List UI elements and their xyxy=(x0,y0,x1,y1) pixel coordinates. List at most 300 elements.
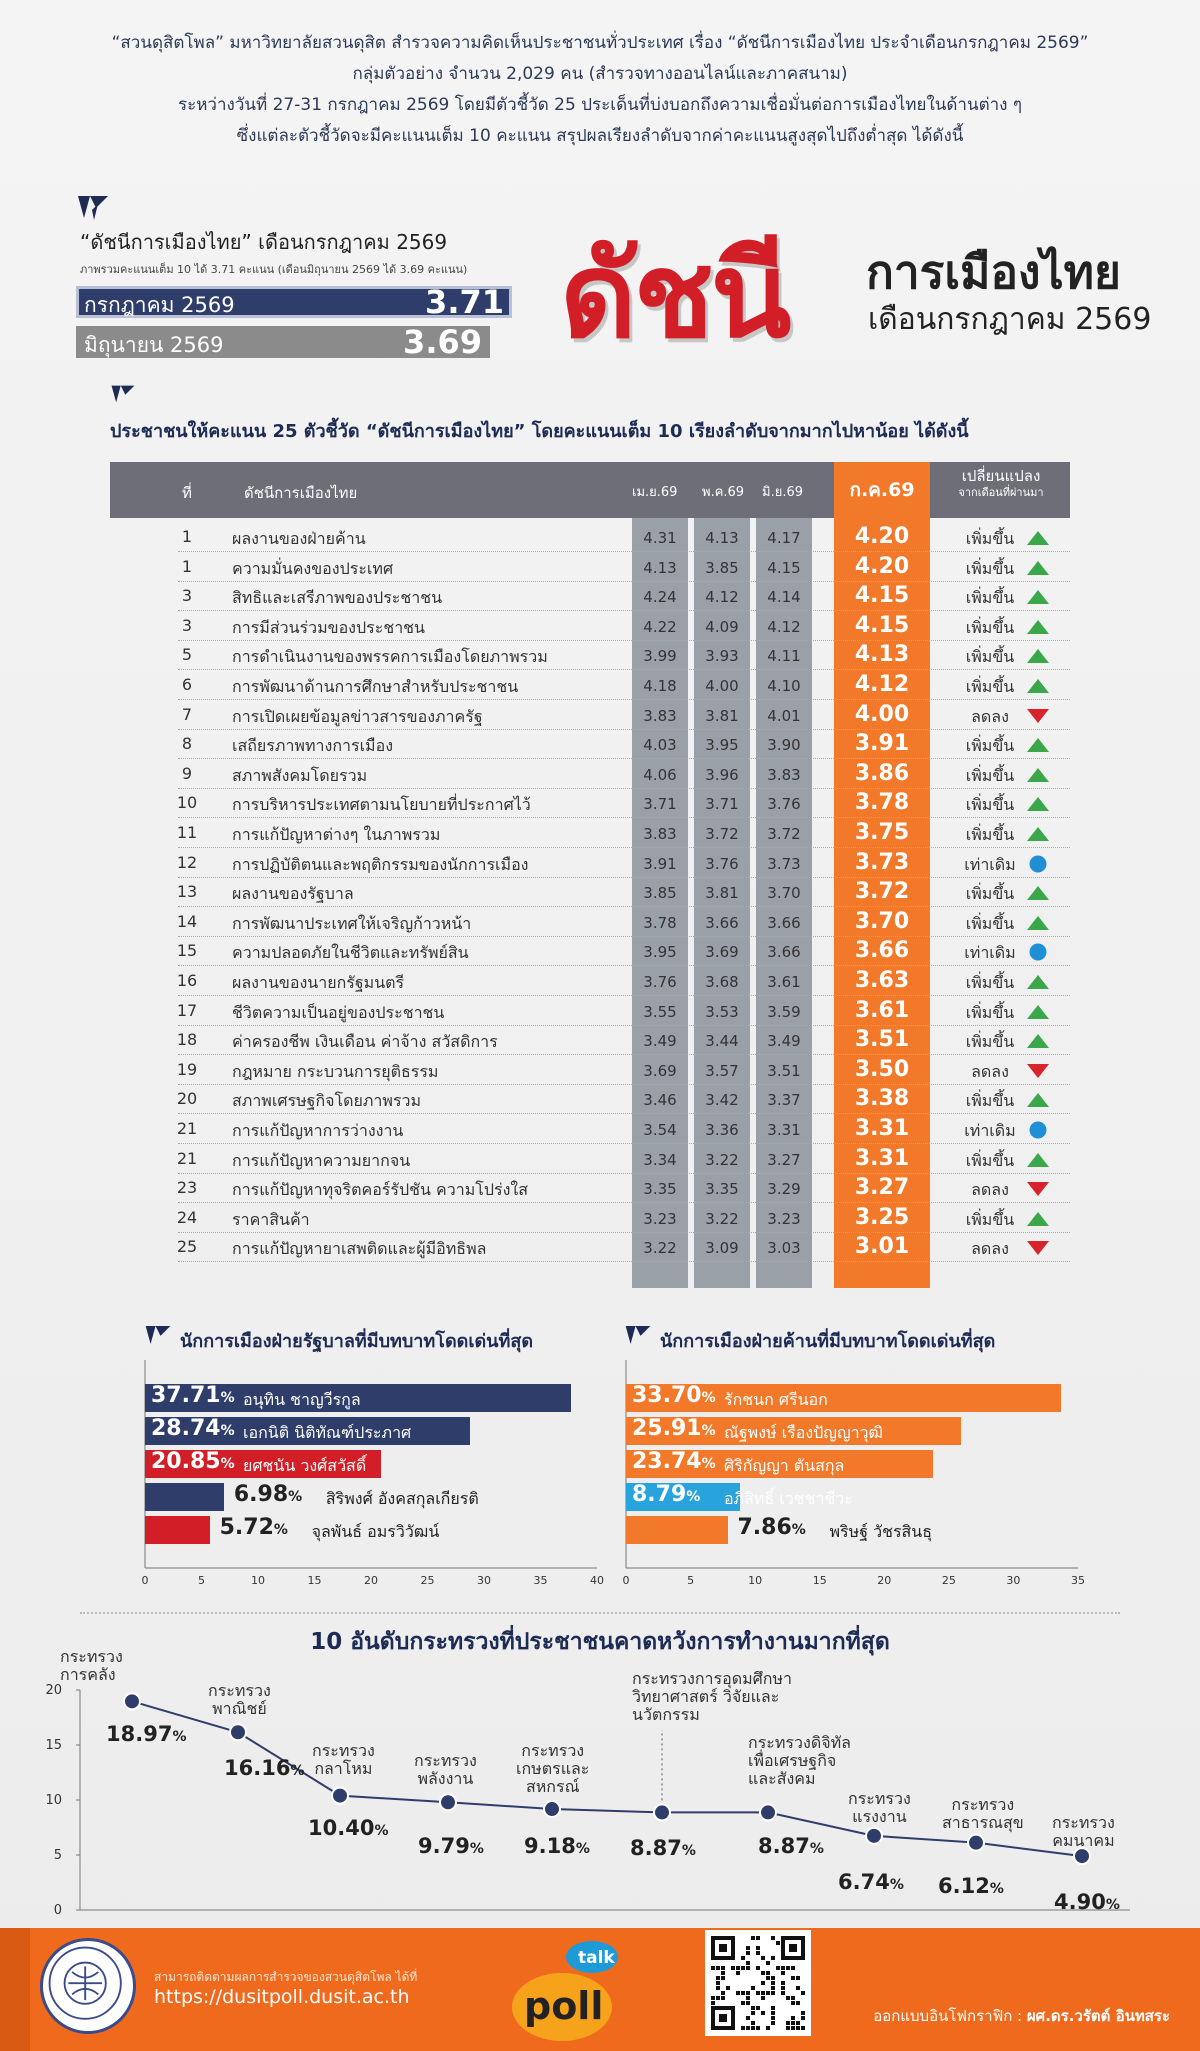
row-may-value: 4.13 xyxy=(705,529,739,547)
ministry-label-line: กลาโหม xyxy=(314,1759,373,1778)
row-jun-value: 3.27 xyxy=(767,1150,801,1169)
row-jul-value: 4.13 xyxy=(854,642,910,668)
row-rank: 12 xyxy=(176,852,198,872)
ministry-value-unit: % xyxy=(681,1843,696,1859)
ministry-value-number: 6.12 xyxy=(938,1874,990,1898)
row-jun-value: 3.83 xyxy=(767,765,801,784)
bar-axis-tick: 5 xyxy=(198,1574,205,1587)
bar-value-number: 7.86 xyxy=(737,1515,792,1540)
row-change-label: เท่าเดิม xyxy=(964,1121,1016,1140)
ministry-value-unit: % xyxy=(469,1841,484,1857)
bar-axis-tick: 0 xyxy=(141,1574,149,1587)
row-apr-value: 3.49 xyxy=(643,1032,677,1051)
bar-axis-tick: 20 xyxy=(364,1574,378,1587)
ministry-label-line: กระทรวงดิจิทัล xyxy=(748,1733,851,1752)
row-apr-value: 4.22 xyxy=(643,617,677,636)
ministry-label xyxy=(516,1742,589,1796)
ministry-label-line: กระทรวง xyxy=(521,1741,585,1760)
row-jul-value: 4.20 xyxy=(854,553,910,579)
table-row xyxy=(110,1173,1070,1203)
ministry-value-unit: % xyxy=(889,1877,904,1893)
talk-poll-logo-icon xyxy=(508,1935,618,2045)
gov-section-mark-icon xyxy=(144,1322,172,1348)
line-point xyxy=(866,1828,882,1844)
ministry-label-line: แรงงาน xyxy=(852,1807,907,1826)
row-apr-value: 3.55 xyxy=(643,1002,677,1021)
row-rank: 19 xyxy=(176,1059,198,1079)
row-may-value: 4.09 xyxy=(705,617,739,636)
line-chart-title: 10 อันดับกระทรวงที่ประชาชนคาดหวังการทำงานมากที่สุด xyxy=(310,1629,890,1655)
unchanged-dot-icon xyxy=(1026,854,1050,874)
row-indicator-name: สภาพเศรษฐกิจโดยภาพรวม xyxy=(232,1091,422,1111)
header-may: พ.ค.69 xyxy=(702,485,745,500)
row-indicator-name: การแก้ปัญหาความยากจน xyxy=(232,1150,411,1170)
table-row xyxy=(110,552,1070,582)
ministry-value-label xyxy=(758,1834,824,1858)
row-jun-value: 4.15 xyxy=(767,558,801,577)
logo-poll-text: poll xyxy=(524,1984,604,2028)
ministry-label xyxy=(942,1796,1024,1832)
overall-index-box xyxy=(76,226,516,361)
arrow-up-icon xyxy=(1026,1090,1050,1110)
row-rank: 21 xyxy=(176,1148,198,1168)
bar xyxy=(145,1483,224,1511)
row-change-label: เพิ่มขึ้น xyxy=(965,973,1015,992)
table-row xyxy=(110,611,1070,641)
current-month-label: กรกฎาคม 2569 xyxy=(84,293,235,317)
row-rank: 17 xyxy=(176,1000,198,1020)
row-jul-value: 3.27 xyxy=(854,1175,910,1201)
row-apr-value: 3.35 xyxy=(643,1180,677,1199)
header-jul: ก.ค.69 xyxy=(834,462,930,518)
line-point xyxy=(544,1801,560,1817)
row-jun-value: 3.29 xyxy=(767,1180,801,1199)
row-jul-value: 4.12 xyxy=(854,672,910,697)
line-tick-label: 0 xyxy=(53,1903,62,1918)
row-rank: 9 xyxy=(181,763,193,783)
bar-value-unit: % xyxy=(220,1456,235,1472)
bar-axis-tick: 5 xyxy=(687,1574,695,1587)
row-indicator-name: ค่าครองชีพ เงินเดือน ค่าจ้าง สวัสดิการ xyxy=(232,1032,498,1052)
previous-month-label: มิถุนายน 2569 xyxy=(84,333,224,357)
row-indicator-name: ราคาสินค้า xyxy=(232,1209,310,1229)
arrow-down-icon xyxy=(1026,1061,1050,1081)
row-change-label: เพิ่มขึ้น xyxy=(965,1002,1015,1022)
bar-axis-tick: 20 xyxy=(877,1574,892,1587)
bar-category-label: พริษฐ์ วัชรสินธุ xyxy=(829,1522,933,1541)
row-jun-value: 3.51 xyxy=(767,1061,801,1080)
bar-axis-tick: 10 xyxy=(251,1574,265,1587)
ministry-label-line: วิทยาศาสตร์ วิจัยและ xyxy=(632,1687,780,1706)
table-row xyxy=(110,522,1070,552)
row-apr-value: 4.06 xyxy=(643,765,677,784)
bar-value-number: 20.85 xyxy=(151,1449,221,1474)
row-rank: 5 xyxy=(181,645,193,665)
row-jul-value: 3.66 xyxy=(854,938,910,964)
row-jun-value: 3.73 xyxy=(767,854,801,873)
bar-value-number: 23.74 xyxy=(632,1449,702,1474)
header-line-2: กลุ่มตัวอย่าง จำนวน 2,029 คน (สำรวจทางออนไลน์และภาคสนาม) xyxy=(352,64,848,84)
bar-axis-tick: 10 xyxy=(748,1574,763,1587)
row-apr-value: 3.83 xyxy=(643,825,677,843)
row-indicator-name: การแก้ปัญหาทุจริตคอร์รัปชัน ความโปร่งใส xyxy=(232,1180,528,1200)
row-apr-value: 4.18 xyxy=(643,677,677,695)
arrow-up-icon xyxy=(1026,676,1050,696)
ministry-label-line: และสังคม xyxy=(748,1769,816,1788)
ministry-value-number: 18.97 xyxy=(106,1722,173,1746)
line-point xyxy=(124,1693,140,1709)
ministry-label xyxy=(60,1648,123,1684)
bar-value-label xyxy=(738,1515,806,1540)
qr-code-icon[interactable] xyxy=(705,1930,811,2036)
ministry-label-line: พลังงาน xyxy=(417,1769,474,1788)
ministry-label xyxy=(848,1790,911,1826)
row-apr-value: 3.23 xyxy=(643,1209,677,1228)
row-jul-value: 3.50 xyxy=(854,1056,910,1082)
row-rank: 25 xyxy=(176,1237,198,1257)
university-seal-icon xyxy=(40,1938,136,2034)
arrow-up-icon xyxy=(1026,1031,1050,1051)
ministry-value-number: 8.87 xyxy=(630,1836,682,1860)
bar-value-unit: % xyxy=(701,1456,716,1472)
table-row xyxy=(110,907,1070,937)
ministry-value-unit: % xyxy=(989,1881,1004,1897)
row-indicator-name: การแก้ปัญหาการว่างงาน xyxy=(232,1121,404,1140)
header-change-label: เปลี่ยนแปลง xyxy=(961,467,1041,485)
ministry-line-chart xyxy=(0,1660,1200,1930)
row-apr-value: 3.91 xyxy=(643,854,677,873)
bar-value-label xyxy=(220,1515,288,1540)
row-rank: 13 xyxy=(176,882,198,902)
ministry-label-line: กระทรวง xyxy=(1052,1813,1115,1832)
bar-value-number: 25.91 xyxy=(632,1416,702,1441)
bar-value-label xyxy=(632,1482,700,1507)
row-change-label: เพิ่มขึ้น xyxy=(965,1032,1015,1052)
row-jul-value: 3.86 xyxy=(854,760,910,786)
line-point xyxy=(230,1724,246,1740)
row-may-value: 4.00 xyxy=(705,677,739,695)
row-rank: 18 xyxy=(176,1030,198,1050)
bar-value-label xyxy=(151,1449,235,1474)
row-apr-value: 3.71 xyxy=(643,795,677,814)
arrow-up-icon xyxy=(1026,794,1050,814)
ministry-value-unit: % xyxy=(575,1841,590,1857)
table-row xyxy=(110,818,1070,848)
row-change-label: เพิ่มขึ้น xyxy=(965,736,1015,756)
row-apr-value: 3.85 xyxy=(643,884,677,903)
row-indicator-name: เสถียรภาพทางการเมือง xyxy=(232,736,394,756)
row-jul-value: 3.73 xyxy=(854,849,910,875)
ministry-label-line: เพื่อเศรษฐกิจ xyxy=(748,1751,837,1770)
row-indicator-name: ความมั่นคงของประเทศ xyxy=(232,558,394,578)
row-rank: 11 xyxy=(176,823,198,842)
table-row xyxy=(110,966,1070,996)
ministry-value-number: 16.16 xyxy=(224,1756,291,1780)
row-rank: 14 xyxy=(176,911,198,931)
bar-category-label: จุลพันธ์ อมรวิวัฒน์ xyxy=(311,1522,440,1541)
line-tick-label: 20 xyxy=(45,1683,62,1698)
bar-axis-tick: 25 xyxy=(941,1574,956,1587)
bar-axis-tick: 30 xyxy=(1006,1574,1021,1587)
arrow-up-icon xyxy=(1026,1002,1050,1022)
ministry-value-number: 8.87 xyxy=(758,1834,810,1858)
row-indicator-name: ความปลอดภัยในชีวิตและทรัพย์สิน xyxy=(232,943,469,963)
bar-value-label xyxy=(151,1416,235,1441)
arrow-up-icon xyxy=(1026,587,1050,607)
ministry-value-number: 4.90 xyxy=(1054,1890,1106,1914)
line-point xyxy=(1074,1848,1090,1864)
bar-axis-tick: 25 xyxy=(420,1574,435,1587)
row-change-label: ลดลง xyxy=(971,1239,1009,1259)
table-row xyxy=(110,640,1070,670)
ministry-value-number: 9.79 xyxy=(418,1834,470,1858)
arrow-up-icon xyxy=(1026,765,1050,785)
opp-panel-title: นักการเมืองฝ่ายค้านที่มีบทบาทโดดเด่นที่สุด xyxy=(660,1331,996,1352)
row-change-label: เพิ่มขึ้น xyxy=(965,617,1015,637)
row-jul-value: 3.25 xyxy=(854,1204,910,1230)
ministry-value-unit: % xyxy=(374,1823,389,1839)
previous-month-bar xyxy=(76,323,490,361)
row-change-label: เพิ่มขึ้น xyxy=(965,1150,1015,1170)
row-change-label: เพิ่มขึ้น xyxy=(965,825,1015,844)
bar-value-label xyxy=(632,1383,716,1408)
row-may-value: 3.57 xyxy=(705,1061,739,1080)
ministry-label-line: คมนาคม xyxy=(1052,1831,1115,1850)
row-jul-value: 3.61 xyxy=(854,997,910,1023)
row-may-value: 3.76 xyxy=(705,854,739,873)
row-may-value: 3.09 xyxy=(705,1239,739,1258)
row-rank: 20 xyxy=(176,1089,198,1109)
ministry-value-unit: % xyxy=(290,1763,305,1779)
row-change-label: เพิ่มขึ้น xyxy=(965,588,1015,608)
table-row xyxy=(110,1232,1070,1262)
row-rank: 8 xyxy=(181,734,193,754)
bar-value-unit: % xyxy=(701,1390,716,1406)
row-indicator-name: การมีส่วนร่วมของประชาชน xyxy=(232,617,425,637)
row-jul-value: 4.15 xyxy=(854,612,910,638)
row-jun-value: 3.66 xyxy=(767,943,801,962)
row-may-value: 3.95 xyxy=(705,736,739,755)
row-indicator-name: การพัฒนาประเทศให้เจริญก้าวหน้า xyxy=(232,913,472,933)
row-apr-value: 3.34 xyxy=(643,1150,677,1169)
current-month-bar xyxy=(76,283,512,321)
ministry-value-number: 6.74 xyxy=(838,1870,890,1894)
row-jun-value: 3.72 xyxy=(767,825,801,843)
row-may-value: 3.81 xyxy=(705,706,739,725)
table-row xyxy=(110,1055,1070,1085)
row-may-value: 3.35 xyxy=(705,1180,739,1199)
row-change-label: ลดลง xyxy=(971,1061,1009,1081)
row-jun-value: 4.14 xyxy=(767,588,801,607)
ministry-label-line: กระทรวง xyxy=(312,1741,375,1760)
ministry-label-line: กระทรวงการอุดมศึกษา xyxy=(632,1669,792,1688)
row-may-value: 3.42 xyxy=(705,1091,739,1110)
bar-axis-tick: 15 xyxy=(307,1574,322,1587)
bar-value-unit: % xyxy=(686,1489,701,1505)
row-jul-value: 3.63 xyxy=(854,968,910,993)
row-change-label: ลดลง xyxy=(971,1180,1009,1200)
row-jun-value: 3.23 xyxy=(767,1209,801,1228)
bar-category-label: รักชนก ศรีนอก xyxy=(724,1390,828,1409)
row-jun-value: 3.90 xyxy=(767,736,801,755)
row-rank: 21 xyxy=(176,1119,198,1138)
ministry-value-label xyxy=(418,1834,484,1858)
line-point xyxy=(440,1794,456,1810)
overall-index-title: “ดัชนีการเมืองไทย” เดือนกรกฎาคม 2569 xyxy=(80,230,448,254)
ministry-label xyxy=(1052,1814,1115,1850)
row-jul-value: 3.01 xyxy=(854,1234,910,1260)
ministry-value-label xyxy=(224,1756,304,1780)
row-indicator-name: การเปิดเผยข้อมูลข่าวสารของภาครัฐ xyxy=(232,706,483,726)
ministry-label-line: การคลัง xyxy=(60,1665,116,1684)
ministry-label xyxy=(632,1670,792,1724)
row-apr-value: 4.03 xyxy=(643,736,677,755)
row-jul-value: 3.75 xyxy=(854,820,910,845)
row-rank: 3 xyxy=(181,615,193,635)
table-row xyxy=(110,729,1070,759)
logo-talk-text: talk xyxy=(578,1948,615,1968)
row-indicator-name: ชีวิตความเป็นอยู่ของประชาชน xyxy=(232,1002,445,1022)
arrow-up-icon xyxy=(1026,735,1050,755)
ministry-label-line: กระทรวง xyxy=(60,1647,123,1666)
row-jul-value: 3.91 xyxy=(854,731,910,757)
arrow-up-icon xyxy=(1026,1209,1050,1229)
unchanged-dot-icon xyxy=(1026,942,1050,962)
row-rank: 23 xyxy=(176,1178,198,1198)
row-jun-value: 3.03 xyxy=(767,1239,801,1258)
row-indicator-name: การบริหารประเทศตามนโยบายที่ประกาศไว้ xyxy=(232,795,531,815)
big-title-sub: เดือนกรกฎาคม 2569 xyxy=(868,302,1152,337)
table-row xyxy=(110,788,1070,818)
bar-value-number: 33.70 xyxy=(632,1383,702,1408)
row-may-value: 3.81 xyxy=(705,884,739,903)
row-change-label: เพิ่มขึ้น xyxy=(965,795,1015,815)
row-may-value: 3.72 xyxy=(705,825,739,843)
header-apr: เม.ย.69 xyxy=(632,485,678,500)
row-may-value: 3.53 xyxy=(705,1002,739,1021)
row-change-label: ลดลง xyxy=(971,706,1009,726)
row-change-label: เพิ่มขึ้น xyxy=(965,677,1015,696)
bar-value-number: 28.74 xyxy=(151,1416,221,1441)
row-indicator-name: สภาพสังคมโดยรวม xyxy=(232,765,368,785)
bar-axis-tick: 30 xyxy=(477,1574,491,1587)
row-indicator-name: กฎหมาย กระบวนการยุติธรรม xyxy=(232,1061,439,1081)
row-may-value: 3.68 xyxy=(705,973,739,991)
ministry-label-line: สาธารณสุข xyxy=(942,1813,1024,1832)
line-point xyxy=(654,1804,670,1820)
ministry-label xyxy=(414,1752,477,1788)
bar-value-unit: % xyxy=(220,1390,235,1406)
row-jul-value: 3.72 xyxy=(854,879,910,905)
bar-axis-tick: 0 xyxy=(622,1574,630,1587)
row-change-label: เพิ่มขึ้น xyxy=(965,884,1015,904)
table-row xyxy=(110,700,1070,730)
footer-accent xyxy=(0,1928,30,2051)
bar-category-label: ศิริกัญญา ตันสกุล xyxy=(724,1456,845,1475)
row-rank: 3 xyxy=(181,586,193,606)
row-indicator-name: การปฏิบัติตนและพฤติกรรมของนักการเมือง xyxy=(232,854,529,874)
row-jun-value: 4.12 xyxy=(767,617,801,636)
big-title-main: การเมืองไทย xyxy=(866,245,1121,299)
arrow-down-icon xyxy=(1026,1179,1050,1199)
header-rank: ที่ xyxy=(182,484,192,502)
table-row xyxy=(110,1203,1070,1233)
row-apr-value: 4.24 xyxy=(643,588,677,607)
row-may-value: 3.85 xyxy=(705,558,739,577)
row-apr-value: 3.54 xyxy=(643,1121,677,1139)
row-rank: 6 xyxy=(181,675,193,694)
footer-url-link[interactable]: https://dusitpoll.dusit.ac.th xyxy=(154,1986,410,2008)
ministry-label xyxy=(312,1742,375,1778)
footer-credit-name: ผศ.ดร.วรัตต์ อินทสระ xyxy=(1026,2007,1170,2025)
ministry-label-line: พาณิชย์ xyxy=(212,1699,267,1718)
bar-axis-tick: 40 xyxy=(590,1574,604,1587)
table-caption: ประชาชนให้คะแนน 25 ตัวชี้วัด “ดัชนีการเมืองไทย” โดยคะแนนเต็ม 10 เรียงลำดับจากมากไปหาน้อย ได้ดังนี้ xyxy=(110,421,969,442)
ministry-value-label xyxy=(106,1722,186,1746)
arrow-up-icon xyxy=(1026,883,1050,903)
ministry-label-line: กระทรวง xyxy=(848,1789,911,1808)
line-point xyxy=(760,1804,776,1820)
row-may-value: 3.44 xyxy=(705,1032,739,1051)
row-change-label: เพิ่มขึ้น xyxy=(965,765,1015,785)
table-row xyxy=(110,1144,1070,1174)
row-jun-value: 3.37 xyxy=(767,1091,801,1110)
row-apr-value: 4.31 xyxy=(643,529,677,547)
dusit-mark-icon xyxy=(76,192,110,222)
previous-month-value: 3.69 xyxy=(403,323,482,361)
ministry-value-unit: % xyxy=(1105,1897,1120,1913)
arrow-down-icon xyxy=(1026,1238,1050,1258)
bar-category-label: เอกนิติ นิติทัณฑ์ประภาศ xyxy=(243,1423,412,1442)
ministry-label-line: กระทรวง xyxy=(951,1795,1015,1814)
ministry-label-line: กระทรวง xyxy=(414,1751,477,1770)
row-jun-value: 3.66 xyxy=(767,913,801,932)
table-row xyxy=(110,1084,1070,1114)
row-jul-value: 3.38 xyxy=(854,1086,910,1112)
bar-axis-tick: 35 xyxy=(533,1574,548,1587)
row-jun-value: 3.61 xyxy=(767,973,801,991)
row-rank: 1 xyxy=(181,527,193,546)
table-row xyxy=(110,996,1070,1026)
row-apr-value: 3.95 xyxy=(643,943,677,962)
row-indicator-name: การแก้ปัญหายาเสพติดและผู้มีอิทธิพล xyxy=(232,1239,487,1259)
row-change-label: เพิ่มขึ้น xyxy=(965,558,1015,578)
row-jun-value: 4.10 xyxy=(767,677,801,695)
arrow-up-icon xyxy=(1026,528,1050,548)
row-jul-value: 3.70 xyxy=(854,908,910,934)
row-jun-value: 3.49 xyxy=(767,1032,801,1051)
row-jul-value: 3.78 xyxy=(854,790,910,816)
line-point xyxy=(968,1835,984,1851)
line-tick-label: 5 xyxy=(53,1848,62,1863)
bar-value-number: 6.98 xyxy=(233,1482,289,1507)
footer-note: สามารถติดตามผลการสำรวจของสวนดุสิตโพล ได้ที่ xyxy=(154,1970,418,1984)
ministry-label xyxy=(748,1734,851,1788)
bar-category-label: ยศชนัน วงศ์สวัสดิ์ xyxy=(243,1456,367,1475)
row-change-label: เพิ่มขึ้น xyxy=(965,529,1015,548)
header-jun: มิ.ย.69 xyxy=(762,485,803,500)
row-apr-value: 3.69 xyxy=(643,1061,677,1080)
row-may-value: 3.69 xyxy=(705,943,739,962)
bar xyxy=(145,1516,210,1544)
bar-value-number: 5.72 xyxy=(219,1515,274,1540)
ministry-label xyxy=(208,1682,271,1718)
row-may-value: 3.36 xyxy=(705,1121,739,1139)
row-apr-value: 3.99 xyxy=(643,647,677,666)
bar-value-unit: % xyxy=(791,1522,806,1538)
row-indicator-name: ผลงานของฝ่ายค้าน xyxy=(232,529,366,548)
bar-category-label: อนุทิน ชาญวีรกูล xyxy=(243,1390,361,1409)
